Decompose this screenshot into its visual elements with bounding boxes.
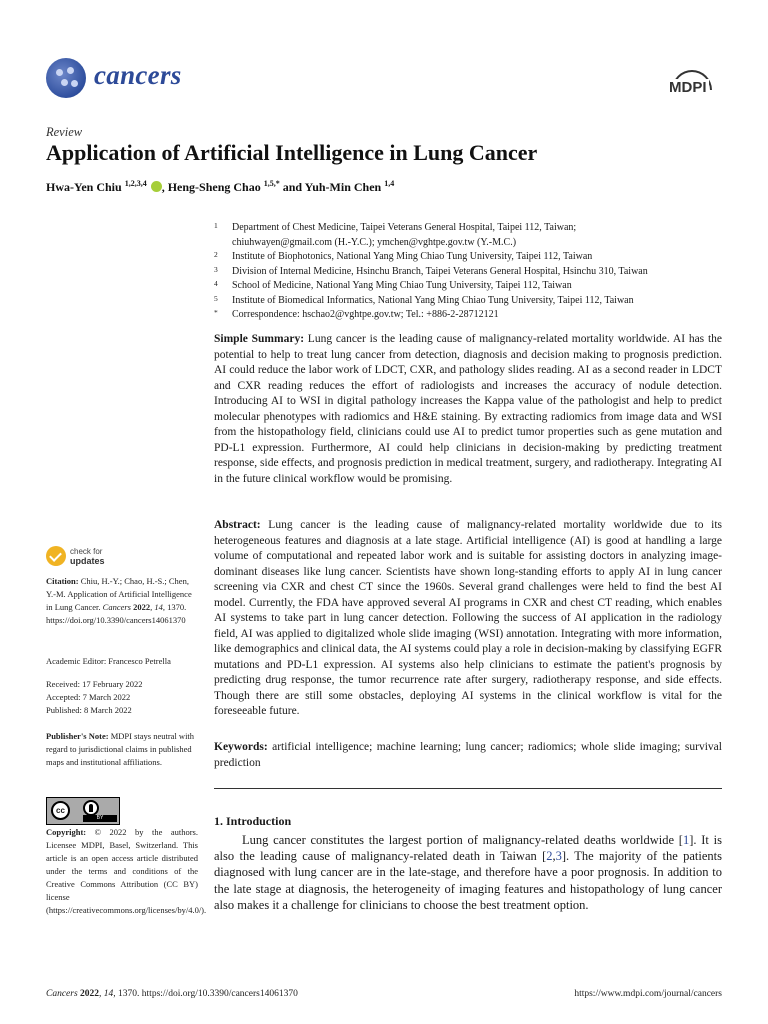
received-date: Received: 17 February 2022 [46, 679, 143, 689]
citation-doi-link[interactable]: , 1370. https://doi.org/10.3390/cancers14061370 [46, 602, 187, 625]
introduction-paragraph: Lung cancer constitutes the largest portion of malignancy-related deaths worldwide [1]. It is also the leading cause of malignancy-related death in Taiwan [2,3]. The majority of the patients diagnosed with lung cancer are in the late-stage, and therefore have a poor prognosis. In addition to the late stage at diagnosis, the heterogeneity of imaging features and histopathology of lung cancer also makes it a challenge for clinicians to choose the best treatment option. [214, 833, 722, 912]
section-divider [214, 788, 722, 789]
affiliations [214, 221, 724, 323]
keywords-label: Keywords: [214, 741, 268, 753]
cc-by-license-badge[interactable]: cc BY [46, 797, 120, 825]
footer-doi-link[interactable]: , 1370. https://doi.org/10.3390/cancers14061370 [113, 989, 298, 999]
author-affiliation-sup: 1,2,3,4 [124, 179, 147, 188]
article-title: Application of Artificial Intelligence in Lung Cancer [46, 140, 538, 165]
correspondence: * Correspondence: hschao2@vghtpe.gov.tw; Tel.: +886-2-28712121 [214, 308, 499, 320]
check-for-updates-button[interactable]: check for updates [46, 546, 156, 568]
abstract: Abstract: Lung cancer is the leading cause of malignancy-related mortality worldwide due to its heterogeneous features and diagnosis at a late stage. Artificial intelligence (AI) is good at handling a large volume of computational and repeated labor work and is suitable for assisting doctors in analyzing image-dominant diseases like lung cancer. Scientists have shown long-standing efforts to apply AI in lung cancer screening via CXR and chest CT since the 1960s. Several grand challenges were held to find the best AI model. Currently, the FDA have approved several AI programs in CXR and chest CT reading, which enables AI systems to take part in lung cancer detection. Following the success of AI application in the radiology field, AI was applied to digitalized whole slide imaging (WSI) annotation. Integrating with more information, like demographics and clinical data, the AI systems could play a role in decision-making by classifying EGFR mutations and PD-L1 expression. AI systems also help clinicians to estimate the patient's prognosis by predicting drug response, the tumor recurrence rate after surgery, radiotherapy response, and side effects. Though there are still some obstacles, deploying AI systems in the clinical workflow is vital for the foreseeable future. [214, 519, 722, 717]
article-type: Review [46, 125, 83, 139]
affiliation-item: 3 Division of Internal Medicine, Hsinchu Branch, Taipei Veterans General Hospital, Hsinchu 310, Taiwan [214, 264, 648, 277]
section-heading: 1. Introduction [214, 814, 292, 828]
mdpi-logo [666, 70, 716, 104]
creative-commons-icon: cc [51, 801, 70, 820]
academic-editor: Academic Editor: Francesco Petrella [46, 656, 171, 666]
author-affiliation-sup: 1,4 [384, 179, 395, 188]
author-affiliation-sup: 1,5,* [263, 179, 280, 188]
footer-journal-url[interactable]: https://www.mdpi.com/journal/cancers [574, 989, 722, 999]
reference-link[interactable]: 3 [555, 849, 562, 864]
publisher-note: Publisher's Note: MDPI stays neutral with regard to jurisdictional claims in published maps and institutional affiliations. [46, 731, 195, 767]
author-name[interactable]: Hwa-Yen Chiu [46, 180, 122, 194]
affiliation-item: 1 Department of Chest Medicine, Taipei Veterans General Hospital, Taipei 112, Taiwan; [214, 221, 577, 233]
citation: Citation: Chiu, H.-Y.; Chao, H.-S.; Chen, Y.-M. Application of Artificial Intelligence in Lung Cancer. Cancers 2022, 14, 1370. https://doi.org/10.3390/cancers14061370 [46, 576, 192, 625]
accepted-date: Accepted: 7 March 2022 [46, 692, 131, 702]
author-name[interactable]: Heng-Sheng Chao [167, 180, 261, 194]
attribution-icon [83, 800, 99, 816]
orcid-icon[interactable] [151, 181, 162, 192]
footer-citation: Cancers 2022, 14, 1370. https://doi.org/10.3390/cancers14061370 [46, 989, 298, 999]
reference-link[interactable]: 1 [682, 833, 690, 847]
author-list: Hwa-Yen Chiu $^{1,2,3,4}$ , Heng-Sheng Chao $^{1,5,*}$ and Yuh-Min Chen $^{1,4}$ [46, 179, 395, 194]
keywords: Keywords: artificial intelligence; machine learning; lung cancer; radiomics; whole slide imaging; survival prediction [214, 741, 722, 769]
journal-name: cancers [94, 60, 182, 90]
affiliation-item: 5 Institute of Biomedical Informatics, National Yang Ming Chiao Tung University, Taipei 112, Taiwan [214, 293, 634, 306]
check-icon [46, 546, 66, 566]
affiliation-item: 4 School of Medicine, National Yang Ming Chiao Tung University, Taipei 112, Taiwan [214, 279, 572, 291]
simple-summary-label: Simple Summary: [214, 333, 305, 345]
copyright-notice: Copyright: © 2022 by the authors. Licensee MDPI, Basel, Switzerland. This article is an open access article distributed under the terms and conditions of the Creative Commons Attribution (CC BY) license (https://creativecommons.org/licenses/by/4.0/). [46, 827, 207, 915]
simple-summary: Simple Summary: Lung cancer is the leading cause of malignancy-related mortality worldwide. AI has the potential to help to treat lung cancer from detection, diagnosis and decision making to prognosis prediction. AI could reduce the labor work of LDCT, CXR, and pathology slides reading. AI as a second reader in LDCT and CXR reading reduces the effort of radiologists and increases the accuracy of nodule detection. Introducing AI to WSI in digital pathology increases the Kappa value of the pathologist and help to predict molecular phenotypes with radiomics and H&E staining. By extracting radiomics from image data and WSI from the histopathology field, clinicians could use AI to predict tumor properties such as gene mutation and PD-L1 expression. Furthermore, AI could help clinicians in decision-making by predicting treatment response, side effects, and prognosis prediction in medical treatment, surgery, and radiotherapy. Integrating AI in the future clinical workflow would be promising. [214, 333, 722, 485]
affiliation-item: chiuhwayen@gmail.com (H.-Y.C.); ymchen@vghtpe.gov.tw (Y.-M.C.) [232, 236, 517, 248]
journal-logo [46, 58, 86, 98]
reference-link[interactable]: 2 [546, 849, 553, 864]
author-name[interactable]: Yuh-Min Chen [304, 180, 382, 194]
publication-dates [46, 678, 198, 717]
affiliation-item: 2 Institute of Biophotonics, National Yang Ming Chiao Tung University, Taipei 112, Taiwan [214, 250, 593, 262]
abstract-label: Abstract: [214, 519, 261, 531]
published-date: Published: 8 March 2022 [46, 705, 132, 715]
mdpi-logo-text: MDPI [669, 79, 707, 96]
